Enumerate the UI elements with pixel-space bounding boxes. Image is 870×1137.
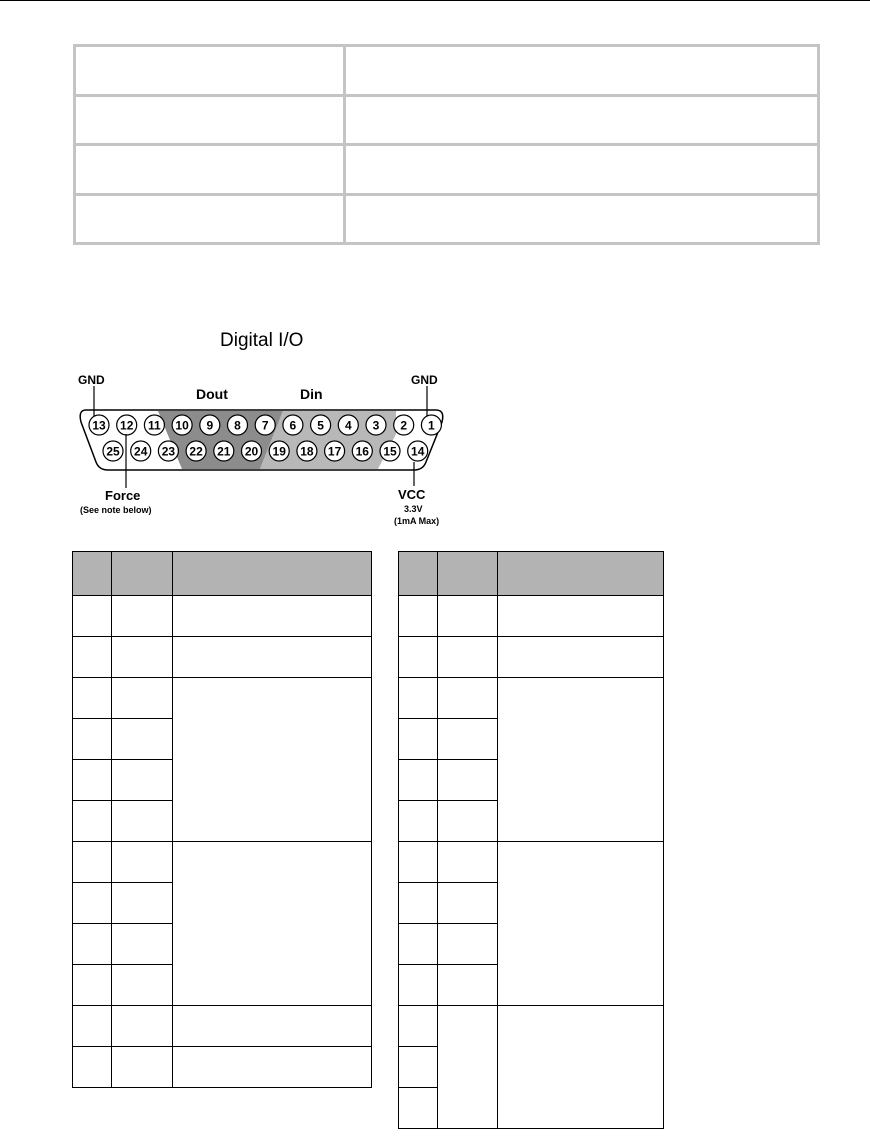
pin-18-label: 18 [300,444,314,459]
vcc-label: VCC [398,487,426,502]
table-row [75,194,819,244]
table-cell [438,678,498,719]
table-cell [73,719,112,760]
table-row [73,637,372,678]
table-cell [73,801,112,842]
table-cell [498,596,664,637]
table-cell [399,1047,438,1088]
table-cell [173,1006,372,1047]
table-cell [112,883,173,924]
table-row [75,95,819,145]
table-cell [112,965,173,1006]
table-cell [399,883,438,924]
force-note: (See note below) [80,505,152,515]
pin-11-label: 11 [148,418,161,433]
header-cell [112,552,173,596]
table-cell [399,719,438,760]
vcc-current: (1mA Max) [394,516,440,526]
table-row [73,842,372,883]
table-cell [399,760,438,801]
table-row [73,596,372,637]
table-cell [75,95,345,145]
table-row [399,596,664,637]
table-cell [73,760,112,801]
pin-9-label: 9 [206,418,214,433]
table-cell [173,678,372,842]
table-row [75,145,819,195]
table-cell [112,719,173,760]
table-row [73,1047,372,1088]
pin-19-label: 19 [272,444,286,459]
pin-16-label: 16 [355,444,369,459]
table-cell [498,637,664,678]
table-cell [73,596,112,637]
pin-table-right [398,551,664,1129]
table-cell [112,1006,173,1047]
pin-5-label: 5 [317,418,324,433]
table-cell [345,46,819,96]
pin-25-label: 25 [106,444,120,459]
header-cell [399,552,438,596]
pin-1-label: 1 [428,418,435,433]
din-label: Din [300,386,323,402]
table-row [399,1006,664,1047]
table-cell [498,1006,664,1129]
table-row [399,678,664,719]
header-cell [498,552,664,596]
table-cell [173,1047,372,1088]
table-cell [438,719,498,760]
pin-7-label: 7 [261,418,269,433]
pin-8-label: 8 [234,418,241,433]
pin-6-label: 6 [289,418,297,433]
table-cell [73,678,112,719]
pin-13-label: 13 [92,418,106,433]
pin-14-label: 14 [411,444,425,459]
table-cell [73,1006,112,1047]
dout-label: Dout [196,386,228,402]
table-cell [112,678,173,719]
table-cell [173,842,372,1006]
pin-21-label: 21 [217,444,231,459]
table-cell [438,596,498,637]
pin-23-label: 23 [161,444,176,459]
pin-24-label: 24 [134,444,148,459]
header-cell [173,552,372,596]
header-cell [438,552,498,596]
table-cell [73,924,112,965]
table-cell [399,596,438,637]
figure-title: Digital I/O [220,330,304,351]
gnd-right-label: GND [411,373,438,387]
table-cell [438,842,498,883]
table-cell [399,1088,438,1129]
table-cell [73,1047,112,1088]
table-cell [438,883,498,924]
table-cell [438,1006,498,1129]
header-cell [73,552,112,596]
table-cell [438,801,498,842]
table-cell [112,760,173,801]
gnd-left-label: GND [78,373,105,387]
table-cell [399,924,438,965]
table-cell [112,637,173,678]
table-cell [73,883,112,924]
table-cell [73,842,112,883]
pin-12-label: 12 [120,418,134,433]
pin-2-label: 2 [400,418,408,433]
table-row [73,678,372,719]
table-row [73,1006,372,1047]
table-row [75,46,819,96]
table-cell [73,965,112,1006]
pin-10-label: 10 [175,418,189,433]
table-cell [399,637,438,678]
table-cell [399,842,438,883]
table-cell [498,678,664,842]
page-top-rule [0,0,870,1]
table-cell [75,194,345,244]
table-cell [112,842,173,883]
table-cell [173,596,372,637]
table-cell [75,145,345,195]
vcc-voltage: 3.3V [404,504,423,514]
table-cell [438,965,498,1006]
pin-3-label: 3 [372,418,380,433]
table-cell [498,842,664,1006]
table-header-row [73,552,372,596]
table-cell [345,145,819,195]
table-cell [75,46,345,96]
table-cell [438,924,498,965]
pin-17-label: 17 [327,444,342,459]
pin-20-label: 20 [244,444,259,459]
info-table [73,44,820,245]
pin-22-label: 22 [189,444,203,459]
connector-diagram [78,322,448,532]
table-row [399,637,664,678]
table-cell [399,678,438,719]
table-header-row [399,552,664,596]
force-label: Force [105,488,141,503]
table-cell [438,637,498,678]
table-cell [399,1006,438,1047]
pin-15-label: 15 [383,444,397,459]
pin-4-label: 4 [344,418,352,433]
table-cell [438,760,498,801]
table-cell [73,637,112,678]
table-cell [345,194,819,244]
table-cell [112,924,173,965]
digital-io-connector-figure [78,322,448,532]
table-cell [399,801,438,842]
table-cell [112,801,173,842]
table-cell [399,965,438,1006]
table-cell [173,637,372,678]
pin-table-left [72,551,372,1088]
table-cell [345,95,819,145]
table-cell [112,1047,173,1088]
table-cell [112,596,173,637]
table-row [399,842,664,883]
